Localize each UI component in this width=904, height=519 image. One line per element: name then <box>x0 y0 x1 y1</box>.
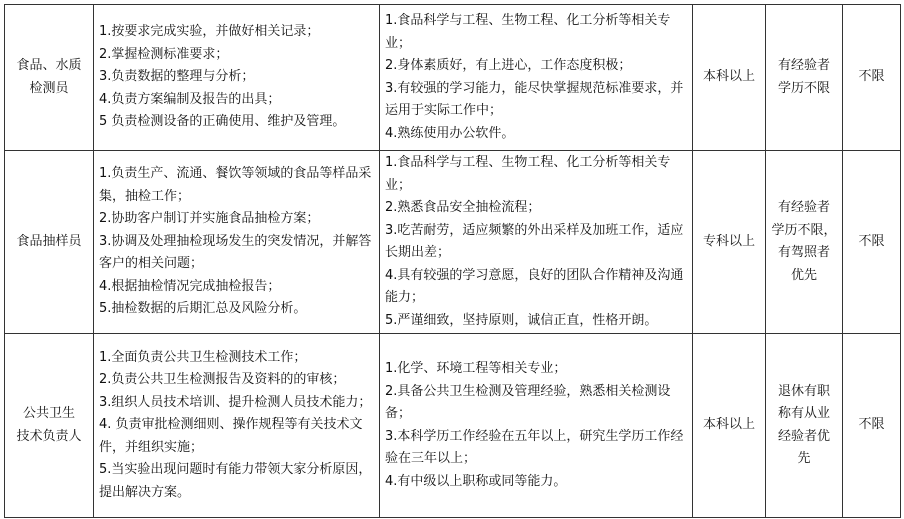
duty-item: 1.按要求完成实验，并做好相关记录； <box>99 24 320 40</box>
duty-item: 2.负责公共卫生检测报告及资料的的审核； <box>99 372 346 388</box>
experience-line: 优先 <box>790 267 817 283</box>
experience-line: 退休有职 <box>777 383 830 399</box>
experience-line: 先 <box>797 451 811 466</box>
position-line: 检测员 <box>29 80 69 96</box>
experience-cell <box>766 5 843 151</box>
duty-item: 1.全面负责公共卫生检测技术工作； <box>99 349 307 365</box>
experience-line: 经验者优 <box>777 428 830 444</box>
position-cell <box>5 5 94 151</box>
requirement-item: 4.熟练使用办公软件。 <box>385 125 515 141</box>
table-row <box>5 5 901 151</box>
position-line: 食品抽样员 <box>16 233 82 249</box>
experience-line: 有经验者 <box>777 200 830 215</box>
table-row <box>5 151 901 334</box>
duty-item: 4. 负责审批检测细则、操作规程等有关技术文件，并组织实施； <box>99 417 363 455</box>
requirements-cell <box>380 334 693 518</box>
experience-line: 称有从业 <box>777 406 830 421</box>
requirement-item: 1.化学、环境工程等相关专业； <box>385 361 567 376</box>
duty-item: 5 负责检测设备的正确使用、维护及管理。 <box>99 114 346 130</box>
requirement-item: 3.本科学历工作经验在五年以上，研究生学历工作经验在三年以上； <box>385 428 684 466</box>
experience-cell <box>766 151 843 334</box>
other-cell: 不限 <box>843 151 901 334</box>
position-cell <box>5 334 94 518</box>
requirement-item: 3.吃苦耐劳，适应频繁的外出采样及加班工作，适应长期出差； <box>385 222 684 260</box>
duty-item: 3.组织人员技术培训、提升检测人员技术能力； <box>99 394 372 410</box>
duty-item: 3.负责数据的整理与分析； <box>99 69 255 85</box>
experience-line: 有经验者 <box>777 58 830 73</box>
table-row <box>5 334 901 518</box>
duty-item: 1.负责生产、流通、餐饮等领域的食品等样品采集，抽检工作； <box>99 166 372 204</box>
duties-cell <box>94 334 380 518</box>
requirements-cell <box>380 151 693 334</box>
duty-item: 2.协助客户制订并实施食品抽检方案； <box>99 211 320 227</box>
position-line: 公共卫生 <box>22 406 75 421</box>
duty-item: 5.抽检数据的后期汇总及风险分析。 <box>99 301 307 317</box>
requirement-item: 2.具备公共卫生检测及管理经验，熟悉相关检测设备； <box>385 383 671 421</box>
requirement-item: 1.食品科学与工程、生物工程、化工分析等相关专业； <box>385 13 671 51</box>
duties-cell <box>94 151 380 334</box>
position-line: 食品、水质 <box>16 58 82 73</box>
education-cell: 本科以上 <box>693 334 766 518</box>
position-line: 技术负责人 <box>16 428 82 444</box>
duty-item: 2.掌握检测标准要求； <box>99 46 229 62</box>
experience-cell <box>766 334 843 518</box>
duties-cell <box>94 5 380 151</box>
experience-line: 学历不限 <box>777 80 830 96</box>
requirement-item: 5.严谨细致，坚持原则，诚信正直，性格开朗。 <box>385 312 658 328</box>
experience-line: 学历不限， <box>771 222 837 238</box>
duty-item: 4.负责方案编制及报告的出具； <box>99 91 281 107</box>
requirements-cell <box>380 5 693 151</box>
other-cell: 不限 <box>843 5 901 151</box>
requirement-item: 3.有较强的学习能力，能尽快掌握规范标准要求，并运用于实际工作中； <box>385 80 684 118</box>
duty-item: 5.当实验出现问题时有能力带领大家分析原因，提出解决方案。 <box>99 462 372 500</box>
job-requirements-table <box>4 4 901 518</box>
other-cell: 不限 <box>843 334 901 518</box>
requirement-item: 4.有中级以上职称或同等能力。 <box>385 473 567 489</box>
duty-item: 3.协调及处理抽检现场发生的突发情况，并解答客户的相关问题； <box>99 233 372 272</box>
education-cell: 本科以上 <box>693 5 766 151</box>
requirement-item: 2.身体素质好，有上进心，工作态度积极； <box>385 58 632 73</box>
education-cell: 专科以上 <box>693 151 766 334</box>
requirement-item: 2.熟悉食品安全抽检流程； <box>385 200 541 215</box>
requirement-item: 4.具有较强的学习意愿，良好的团队合作精神及沟通能力； <box>385 267 684 305</box>
position-cell <box>5 151 94 334</box>
experience-line: 有驾照者 <box>777 245 830 260</box>
duty-item: 4.根据抽检情况完成抽检报告； <box>99 278 281 294</box>
requirement-item: 1.食品科学与工程、生物工程、化工分析等相关专业； <box>385 155 671 193</box>
